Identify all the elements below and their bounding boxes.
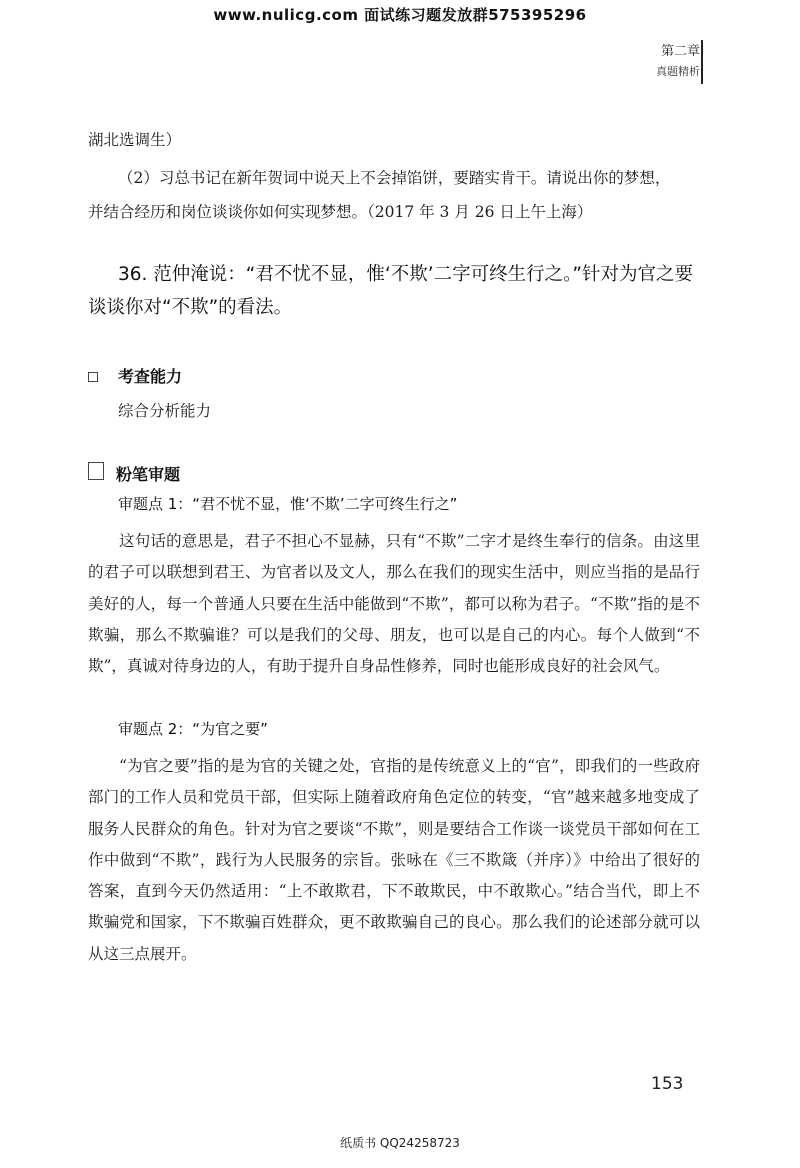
previous-question-tail: 湖北选调生）	[88, 131, 182, 149]
analysis-point-2-title: 审题点 2：“为官之要”	[118, 720, 268, 738]
chapter-divider	[701, 40, 703, 84]
chapter-title: 第二章	[660, 44, 700, 59]
analysis-heading: 粉笔审题	[116, 465, 181, 484]
ability-value: 综合分析能力	[118, 402, 212, 420]
analysis-section-icon	[88, 462, 104, 480]
footer-note: 纸质书 QQ24258723	[340, 1136, 460, 1150]
ability-section-icon	[88, 372, 98, 382]
analysis-point-1-title: 审题点 1：“君不忧不显，惟‘不欺’二字可终生行之”	[118, 495, 458, 513]
ability-heading: 考查能力	[118, 367, 183, 386]
previous-question-line-2: 并结合经历和岗位谈谈你如何实现梦想。（2017 年 3 月 26 日上午上海）	[88, 203, 593, 221]
question-36: 36. 范仲淹说：“君不忧不显，惟‘不欺’二字可终生行之。”针对为官之要谈谈你对“不欺”的看法。	[88, 264, 693, 318]
chapter-subtitle: 真题精析	[656, 65, 700, 78]
analysis-point-2-body: “为官之要”指的是为官的关键之处，官指的是传统意义上的“官”，即我们的一些政府部门的工作人员和党员干部，但实际上随着政府角色定位的转变，“官”越来越多地变成了服务人民群众的角色。针对为官之要谈“不欺”，则是要结合工作谈一谈党员干部如何在工作中做到“不欺”，践行为人民服务的宗旨。张咏在《三不欺箴（并序）》中给出了很好的答案，直到今天仍然适用：“上不敢欺君，下不敢欺民，中不敢欺心。”结合当代，即上不欺骗党和国家，下不欺骗百姓群众，更不敢欺骗自己的良心。那么我们的论述部分就可以从这三点展开。	[88, 757, 700, 963]
analysis-point-1-body: 这句话的意思是，君子不担心不显赫，只有“不欺”二字才是终生奉行的信条。由这里的君子可以联想到君王、为官者以及文人，那么在我们的现实生活中，则应当指的是品行美好的人，每一个普通人只要在生活中能做到“不欺”，都可以称为君子。“不欺”指的是不欺骗，那么不欺骗谁？可以是我们的父母、朋友，也可以是自己的内心。每个人做到“不欺”，真诚对待身边的人，有助于提升自身品性修养，同时也能形成良好的社会风气。	[88, 532, 700, 676]
page-number: 153	[651, 1074, 684, 1094]
chapter-header	[656, 42, 700, 82]
previous-question-line-1: （2）习总书记在新年贺词中说天上不会掉馅饼，要踏实肯干。请说出你的梦想，	[118, 169, 671, 187]
header-watermark: www.nulicg.com 面试练习题发放群575395296	[213, 6, 587, 24]
